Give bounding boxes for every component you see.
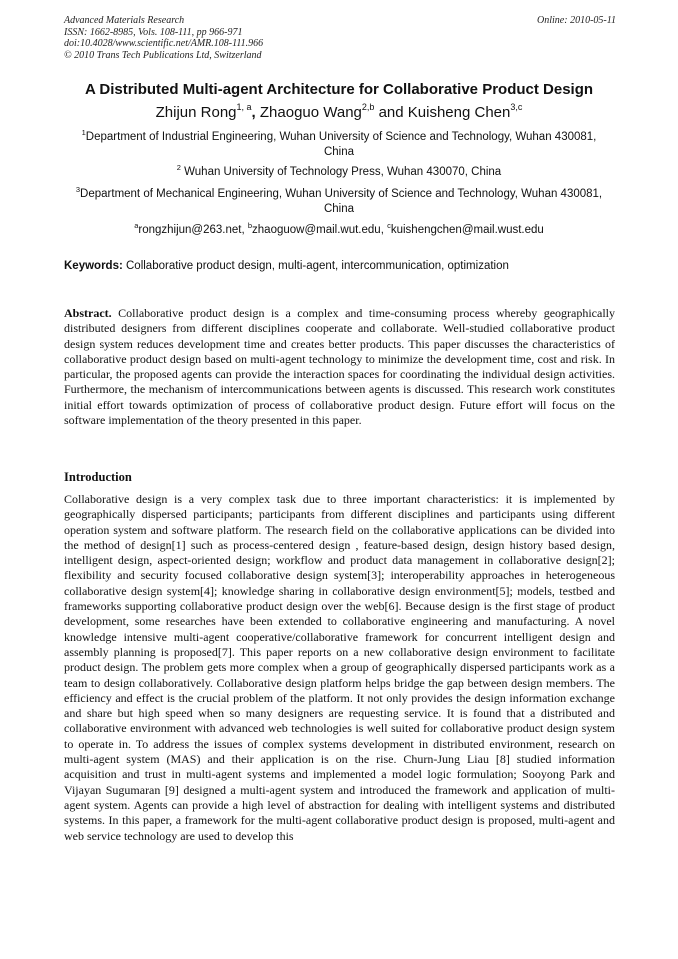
keywords-text: Collaborative product design, multi-agent, intercommunication, optimization — [122, 260, 509, 272]
affiliation-text: Department of Mechanical Engineering, Wuhan University of Science and Technology, Wuhan 430081, China — [80, 188, 603, 215]
author-emails — [70, 223, 608, 238]
affiliation-marker: 1 — [81, 128, 86, 137]
email-link[interactable]: kuishengchen@mail.wust.edu — [390, 224, 544, 236]
keywords-label: Keywords: — [64, 260, 123, 272]
journal-header — [64, 15, 616, 61]
email-marker: c — [387, 221, 391, 230]
affiliation-1 — [70, 130, 608, 159]
author-list — [40, 103, 638, 123]
affiliation-text: Department of Industrial Engineering, Wuhan University of Science and Technology, Wuhan 430081, China — [85, 131, 597, 158]
doi-line: doi:10.4028/www.scientific.net/AMR.108-111.966 — [64, 38, 264, 49]
author-separator: , — [251, 104, 260, 121]
author-separator: and — [374, 104, 408, 121]
author-superscript: 2,b — [361, 102, 375, 112]
author-name: Zhaoguo Wang — [259, 104, 362, 121]
abstract-text: Collaborative product design is a complex and time-consuming process whereby geographically distributed designers from different disciplines cooperate and collaborate. Well-studied collaborative product design system reduces development time and creates better products. This paper discusses the characteristics of collaborative product design based on multi-agent technology to minimize the development time, cost and risk. In particular, the proposed agents can provide the interaction spaces for coordinating the individual design activities. Furthermore, the mechanism of intercommunications between agents is discussed. This research work constitutes initial effort towards optimization of process of collaborative product design. Future effort will focus on the software implementation of the theory presented in this paper. — [64, 306, 615, 428]
section-heading-introduction: Introduction — [64, 470, 132, 484]
copyright-line: © 2010 Trans Tech Publications Ltd, Switzerland — [64, 49, 262, 61]
email-marker: b — [247, 221, 253, 230]
author-name: Kuisheng Chen — [407, 104, 511, 121]
online-date: Online: 2010-05-11 — [537, 15, 616, 26]
email-link[interactable]: rongzhijun@263.net, — [138, 224, 248, 236]
email-marker: a — [134, 221, 139, 230]
affiliation-text: Wuhan University of Technology Press, Wuhan 430070, China — [180, 166, 502, 178]
abstract — [64, 306, 615, 428]
affiliation-3 — [70, 187, 608, 216]
author-superscript: 1, a — [236, 102, 252, 112]
affiliation-marker: 2 — [176, 163, 181, 172]
author-superscript: 3,c — [510, 102, 523, 112]
author-name: Zhijun Rong — [155, 104, 237, 121]
email-link[interactable]: zhaoguow@mail.wut.edu, — [252, 224, 388, 236]
introduction-body: Collaborative design is a very complex task due to three important characteristics: it is implemented by geographically dispersed participants; participants from different disciplines and participants using different operation system and software platform. The research field on the collaborative applications can be divided into the method of design[1] such as process-centered design , feature-based design, design history based design, intelligent design, aspect-oriented design; workflow and product data management in collaborative design[2]; flexibility and security focused collaborative design system[3]; interoperability approaches in heterogeneous collaborative design system[4]; knowledge sharing in collaborative design environment[5]; models, testbed and frameworks supporting collaborative product design over the web[6]. Because design is the first stage of product development, some researches have been extended to collaborative engineering and manufacturing. A novel knowledge intensive multi-agent cooperative/collaborative framework for concurrent intelligent design and assembly planning is proposed[7]. This paper reports on a new collaborative design environment to facilitate product design. The problem gets more complex when a group of geographically dispersed participants work as a team to design collaboratively. Collaborative design platform helps bridge the gap between design members. The efficiency and effect is the crucial problem of the platform. It not only provides the design information exchange and share but high speed when so many designers are requesting service. It is found that a distributed and collaborative environment with advanced web technologies is well suited for collaborative product design system to operate in. To address the issues of complex systems development in distributed environment, research on multi-agent system (MAS) and their application is on the rise. Churn-Jung Liau [8] studied information acquisition and trust in multi-agent systems and implemented a model logic formulation; Sooyong Park and Vijayan Sugumaran [9] designed a multi-agent system and introduced the framework and application of multi-agent system. Agents can provide a high level of abstraction for dealing with intelligent systems and distributed systems. In this paper, a framework for the multi-agent collaborative product design is proposed, multi-agent and web service technology are used to develop this — [64, 492, 615, 843]
keywords — [64, 259, 624, 273]
affiliation-marker: 3 — [75, 185, 81, 194]
abstract-label: Abstract. — [64, 306, 112, 320]
affiliation-2 — [70, 165, 608, 180]
paper-title: A Distributed Multi-agent Architecture for Collaborative Product Design — [84, 81, 594, 98]
issn-line: ISSN: 1662-8985, Vols. 108-111, pp 966-971 — [64, 26, 243, 38]
journal-name: Advanced Materials Research — [64, 15, 185, 26]
